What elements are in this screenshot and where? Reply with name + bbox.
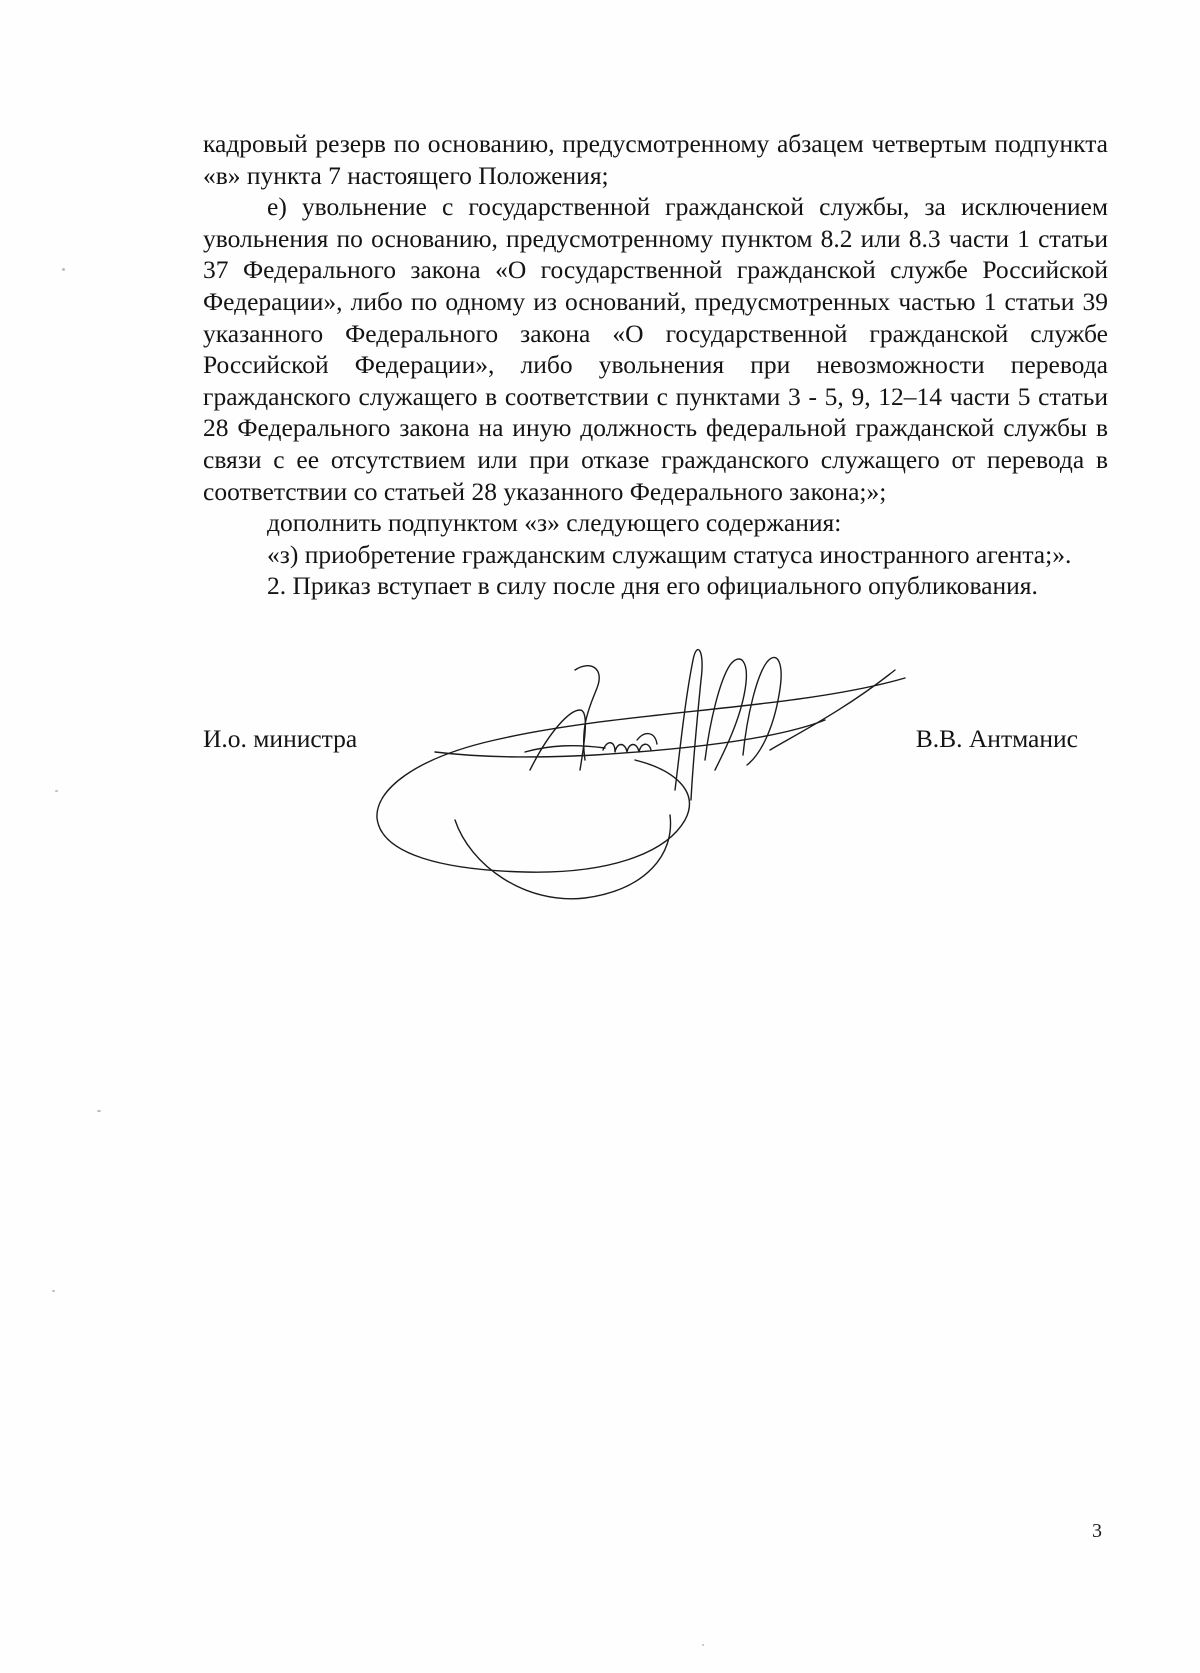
scan-speck [55, 790, 58, 792]
document-body [203, 128, 1108, 602]
paragraph-entry-into-force: 2. Приказ вступает в силу после дня его официального опубликования. [267, 571, 1038, 601]
scan-speck [52, 1290, 55, 1292]
scan-speck [62, 268, 65, 271]
paragraph-foreign-agent: «з) приобретение гражданским служащим статуса иностранного агента;». [267, 539, 1072, 569]
scan-speck [97, 1110, 101, 1112]
handwritten-signature [375, 640, 955, 920]
paragraph-dismissal: е) увольнение с государственной гражданской службы, за исключением увольнения по основанию, предусмотренному пунктом 8.2 или 8.3 части 1 статьи 37 Федерального закона «О государственной гражданской службе Российской Федерации», либо по одному из оснований, предусмотренных частью 1 статьи 39 указанного Федерального закона «О государственной гражданской службе Российской Федерации», либо увольнения при невозможности перевода гражданского служащего в соответствии с пунктами 3 - 5, 9, 12–14 части 5 статьи 28 Федерального закона на иную должность федеральной гражданской службы в связи с ее отсутствием или при отказе гражданского служащего от перевода в соответствии со статьей 28 указанного Федерального закона;»; [203, 192, 1108, 506]
scan-speck [702, 1644, 704, 1646]
signatory-title: И.о. министра [203, 724, 358, 753]
paragraph-reserve-basis: кадровый резерв по основанию, предусмотренному абзацем четвертым подпункта «в» пункта 7 настоящего Положения; [203, 129, 1108, 190]
signatory-name: В.В. Антманис [915, 724, 1078, 753]
paragraph-add-subpoint: дополнить подпунктом «з» следующего содержания: [267, 508, 842, 538]
page-number: 3 [1092, 1520, 1102, 1542]
